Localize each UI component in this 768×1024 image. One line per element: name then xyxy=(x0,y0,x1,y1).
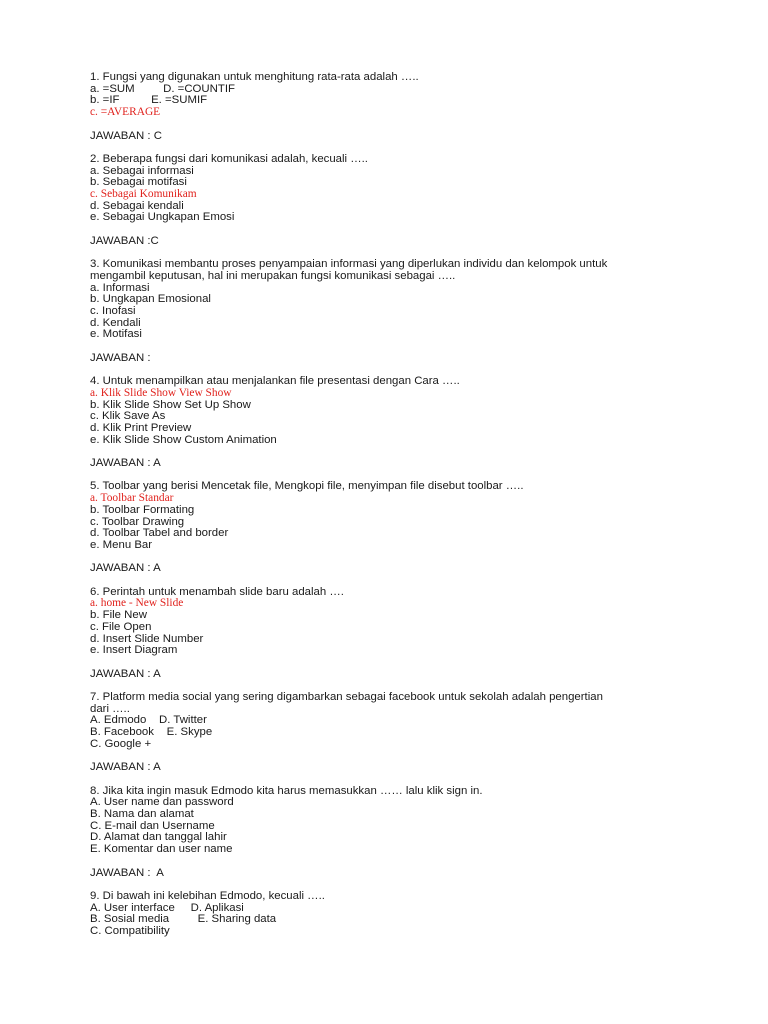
question-block xyxy=(90,376,690,481)
option-text: c. Klik Save As xyxy=(90,410,166,423)
spacer xyxy=(90,774,690,786)
spacer xyxy=(90,657,690,669)
option-text: c. Toolbar Drawing xyxy=(90,515,185,528)
question-text: 4. Untuk menampilkan atau menjalankan file presentasi dengan Cara ….. xyxy=(90,375,460,388)
option-text: C. E-mail dan Username xyxy=(90,819,215,832)
option-text: c. File Open xyxy=(90,620,152,633)
question-text: 2. Beberapa fungsi dari komunikasi adalah, kecuali ….. xyxy=(90,152,368,165)
option-text: d. Insert Slide Number xyxy=(90,632,204,645)
option-text: e. Motifasi xyxy=(90,328,142,341)
highlighted-option: a. home - New Slide xyxy=(90,597,184,610)
question-block xyxy=(90,481,690,586)
option-text: mengambil keputusan, hal ini merupakan fungsi komunikasi sebagai ….. xyxy=(90,269,456,282)
highlighted-option: a. Toolbar Standar xyxy=(90,492,174,505)
option-text: b. Sebagai motifasi xyxy=(90,176,187,189)
option-text: d. Kendali xyxy=(90,316,141,329)
spacer xyxy=(90,119,690,131)
highlighted-option: a. Klik Slide Show View Show xyxy=(90,386,232,399)
option-text: B. Nama dan alamat xyxy=(90,808,194,821)
answer-text: JAWABAN : A xyxy=(90,761,161,774)
option-text: c. Inofasi xyxy=(90,305,136,317)
question-block xyxy=(90,786,690,891)
option-text: b. Klik Slide Show Set Up Show xyxy=(90,398,251,411)
answer-text: JAWABAN :C xyxy=(90,234,159,247)
option-text: b. =IF E. =SUMIF xyxy=(90,94,208,107)
question-text: 1. Fungsi yang digunakan untuk menghitung rata-rata adalah ….. xyxy=(90,71,419,83)
question-block xyxy=(90,587,690,692)
answer-text: JAWABAN : A xyxy=(90,457,161,470)
option-text: C. Compatibility xyxy=(90,925,170,938)
spacer xyxy=(90,552,690,564)
answer-text: JAWABAN : A xyxy=(90,562,161,575)
option-text: b. File New xyxy=(90,609,147,622)
question-text: 8. Jika kita ingin masuk Edmodo kita harus memasukkan …… lalu klik sign in. xyxy=(90,784,483,797)
option-text: A. User interface D. Aplikasi xyxy=(90,901,244,914)
question-text: 9. Di bawah ini kelebihan Edmodo, kecuali ….. xyxy=(90,889,325,902)
question-text: 7. Platform media social yang sering digambarkan sebagai facebook untuk sekolah adalah pengertian xyxy=(90,691,603,704)
answer-text: JAWABAN : A xyxy=(90,667,161,680)
spacer xyxy=(90,856,690,868)
option-text: e. Klik Slide Show Custom Animation xyxy=(90,433,277,446)
spacer xyxy=(90,751,690,763)
option-text: e. Sebagai Ungkapan Emosi xyxy=(90,211,235,224)
question-text: 5. Toolbar yang berisi Mencetak file, Mengkopi file, menyimpan file disebut toolbar ….. xyxy=(90,480,524,493)
spacer xyxy=(90,446,690,458)
option-text: A. User name dan password xyxy=(90,796,234,809)
answer-text: JAWABAN : xyxy=(90,351,151,364)
option-text: a. Informasi xyxy=(90,281,150,294)
highlighted-option: c. =AVERAGE xyxy=(90,106,161,119)
option-text: C. Google + xyxy=(90,737,152,750)
option-text: d. Sebagai kendali xyxy=(90,199,184,212)
option-text: A. Edmodo D. Twitter xyxy=(90,714,207,727)
highlighted-option: c. Sebagai Komunikam xyxy=(90,188,197,200)
option-text: d. Toolbar Tabel and border xyxy=(90,527,229,540)
spacer xyxy=(90,341,690,353)
option-text: e. Menu Bar xyxy=(90,539,153,551)
option-text: b. Toolbar Formating xyxy=(90,503,195,516)
quiz-document xyxy=(90,72,690,938)
question-block xyxy=(90,154,690,259)
question-text: 6. Perintah untuk menambah slide baru adalah …. xyxy=(90,585,344,598)
question-block xyxy=(90,692,690,786)
question-block xyxy=(90,259,690,376)
option-text: dari ….. xyxy=(90,702,130,715)
option-text: b. Ungkapan Emosional xyxy=(90,293,211,306)
option-text: d. Klik Print Preview xyxy=(90,422,192,434)
spacer xyxy=(90,224,690,236)
answer-text: JAWABAN : A xyxy=(90,866,164,879)
option-text: e. Insert Diagram xyxy=(90,644,178,657)
option-text: B. Sosial media E. Sharing data xyxy=(90,913,277,926)
answer-text: JAWABAN : C xyxy=(90,129,162,142)
option-text: D. Alamat dan tanggal lahir xyxy=(90,831,227,844)
option-text: E. Komentar dan user name xyxy=(90,843,233,856)
question-block xyxy=(90,72,690,154)
option-text: a. Sebagai informasi xyxy=(90,164,194,177)
question-text: 3. Komunikasi membantu proses penyampaian informasi yang diperlukan individu dan kelompok untuk xyxy=(90,258,608,271)
option-text: B. Facebook E. Skype xyxy=(90,726,213,739)
question-block xyxy=(90,891,690,938)
option-text: a. =SUM D. =COUNTIF xyxy=(90,82,235,95)
